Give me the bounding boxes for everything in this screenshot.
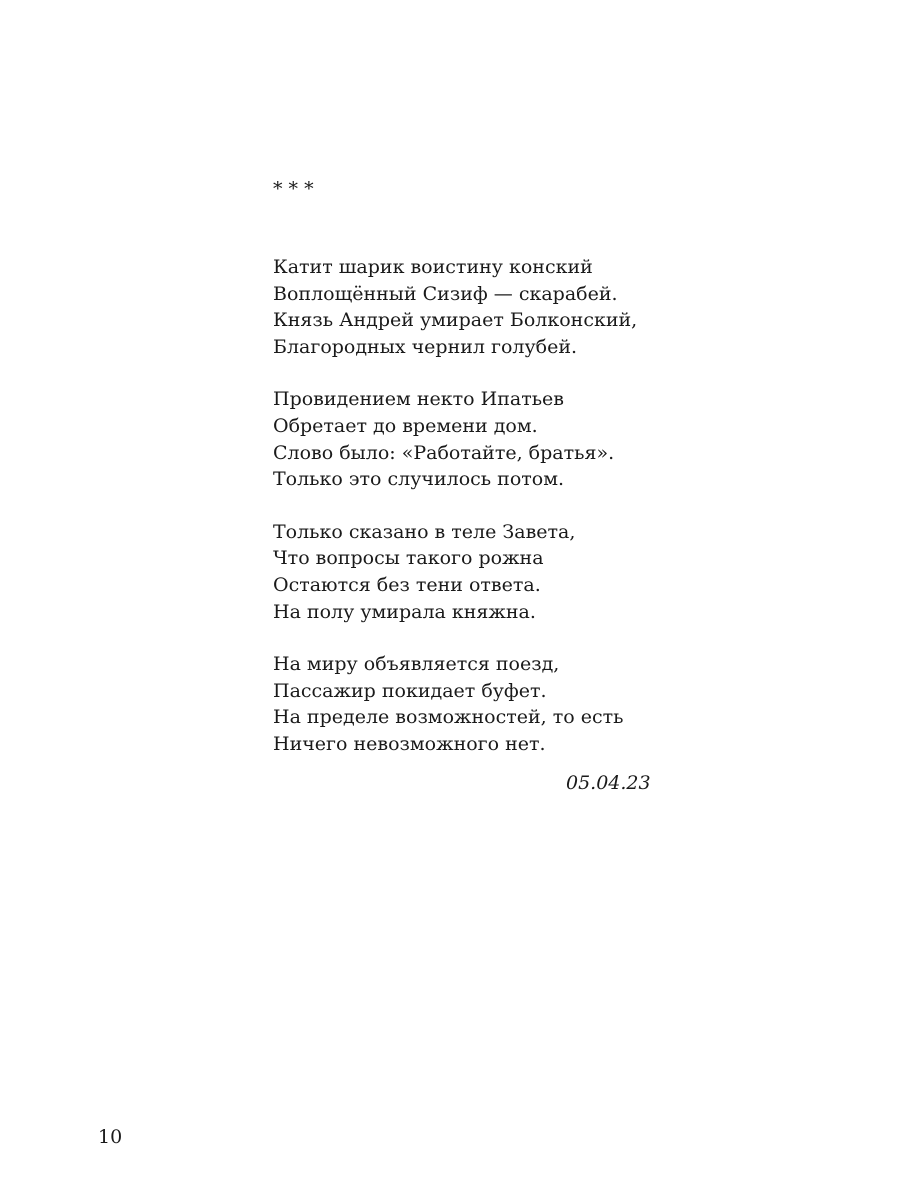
poem (273, 176, 653, 784)
section-separator: * * * (273, 178, 314, 200)
poem-line: На миру объявляется поезд, (273, 653, 560, 676)
poem-line: Провидением некто Ипатьев (273, 388, 564, 411)
stanza (273, 651, 653, 757)
poem-line: Только это случилось потом. (273, 468, 565, 491)
poem-line: Только сказано в теле Завета, (273, 520, 576, 543)
poem-line: Воплощённый Сизиф — скарабей. (273, 282, 618, 305)
stanza (273, 386, 653, 492)
poem-line: Пассажир покидает буфет. (273, 679, 547, 702)
poem-date: 05.04.23 (566, 772, 651, 794)
poem-line: На пределе возможностей, то есть (273, 706, 624, 729)
page-number: 10 (98, 1126, 123, 1148)
poem-line: Обретает до времени дом. (273, 414, 538, 437)
stanza (273, 519, 653, 625)
poem-line: Что вопросы такого рожна (273, 547, 544, 570)
poem-line: Слово было: «Работайте, братья». (273, 441, 615, 464)
poem-line: Князь Андрей умирает Болконский, (273, 309, 638, 332)
stanza (273, 254, 653, 360)
poem-line: Ничего невозможного нет. (273, 732, 546, 755)
poem-line: Благородных чернил голубей. (273, 335, 578, 358)
poem-line: Остаются без тени ответа. (273, 573, 541, 596)
poem-line: Катит шарик воистину конский (273, 256, 593, 278)
poem-line: На полу умирала княжна. (273, 600, 536, 623)
